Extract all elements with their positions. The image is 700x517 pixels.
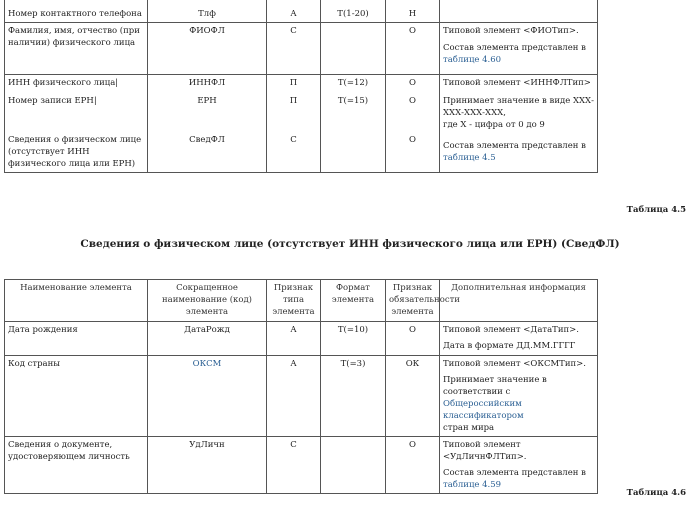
table-row <box>5 0 598 23</box>
cell-info: Типовой элемент <ОКСМТип>. Принимает значение в соответствии с Общероссийским классификатором стран мира <box>440 356 598 437</box>
table-title: Сведения о физическом лице (отсутствует ИНН физического лица или ЕРН) (СведФЛ) <box>80 238 620 250</box>
table-row <box>5 322 598 356</box>
cell-info <box>440 0 598 23</box>
cell-name: Номер контактного телефона <box>5 0 148 23</box>
cell-info: Типовой элемент <ДатаТип>. Дата в формате ДД.ММ.ГГГГ <box>440 322 598 356</box>
table-link[interactable]: Общероссийским классификатором <box>443 399 524 421</box>
table-link[interactable]: таблице 4.60 <box>443 55 502 65</box>
cell-type: А <box>267 322 321 356</box>
cell-code: ФИОФЛ <box>148 23 267 75</box>
cell-code: ДатаРожд <box>148 322 267 356</box>
table-caption: Таблица 4.5 <box>626 205 686 215</box>
cell-name: Код страны <box>5 356 148 437</box>
cell-req: Н <box>386 0 440 23</box>
table-link[interactable]: ОКСМ <box>192 359 222 369</box>
cell-info: Типовой элемент <ФИОТип>. Состав элемента представлен в таблице 4.60 <box>440 23 598 75</box>
header-req: Признак обязательности элемента <box>386 280 440 322</box>
cell-name: Фамилия, имя, отчество (при наличии) физического лица <box>5 23 148 75</box>
header-code: Сокращенное наименование (код) элемента <box>148 280 267 322</box>
cell-code: УдЛичн <box>148 437 267 494</box>
header-type: Признак типа элемента <box>267 280 321 322</box>
cell-type: А <box>267 0 321 23</box>
table-header-row <box>5 280 598 322</box>
cell-format: Т(=3) <box>321 356 386 437</box>
header-info: Дополнительная информация <box>440 280 598 322</box>
cell-format: Т(1-20) <box>321 0 386 23</box>
table-link[interactable]: таблице 4.5 <box>443 153 496 163</box>
header-name: Наименование элемента <box>5 280 148 322</box>
table-link[interactable]: таблице 4.59 <box>443 480 502 490</box>
cell-info: Типовой элемент <УдЛичнФЛТип>. Состав элемента представлен в таблице 4.59 <box>440 437 598 494</box>
cell-code: ИННФЛ ЕРН СведФЛ <box>148 75 267 173</box>
table-row <box>5 75 598 173</box>
table-row <box>5 23 598 75</box>
cell-type: С <box>267 437 321 494</box>
cell-req: ОК <box>386 356 440 437</box>
cell-type: А <box>267 356 321 437</box>
cell-info: Типовой элемент <ИННФЛТип> Принимает значение в виде ХХХ-ХХХ-ХХХ-ХХХ, где Х - цифра от 0 до 9 Состав элемента представлен в таблице 4.5 <box>440 75 598 173</box>
cell-name: Дата рождения <box>5 322 148 356</box>
cell-format: Т(=12) Т(=15) <box>321 75 386 173</box>
cell-type: С <box>267 23 321 75</box>
cell-req: О <box>386 437 440 494</box>
cell-name: Сведения о документе, удостоверяющем личность <box>5 437 148 494</box>
table-row <box>5 356 598 437</box>
table-continuation <box>4 0 598 173</box>
cell-code <box>148 356 267 437</box>
cell-req: О <box>386 322 440 356</box>
cell-name: ИНН физического лица| Номер записи ЕРН| Сведения о физическом лице (отсутствует ИНН физического лица или ЕРН) <box>5 75 148 173</box>
cell-type: П П С <box>267 75 321 173</box>
cell-req: О <box>386 23 440 75</box>
cell-format <box>321 437 386 494</box>
cell-code: Тлф <box>148 0 267 23</box>
cell-format: Т(=10) <box>321 322 386 356</box>
table-4-5 <box>4 279 598 494</box>
cell-format <box>321 23 386 75</box>
header-format: Формат элемента <box>321 280 386 322</box>
table-caption: Таблица 4.6 <box>626 488 686 498</box>
cell-req: О О О <box>386 75 440 173</box>
table-row <box>5 437 598 494</box>
